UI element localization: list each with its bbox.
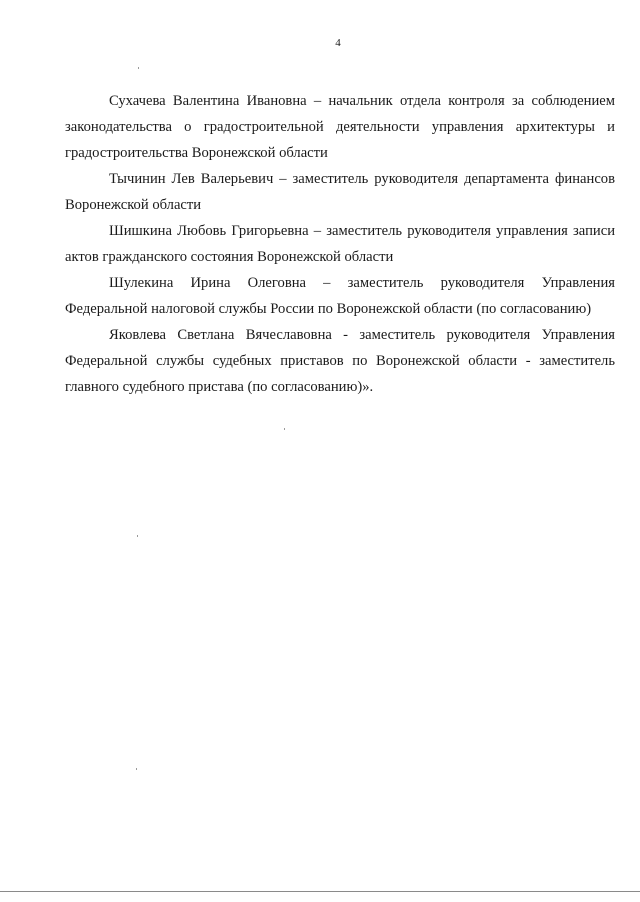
member-list <box>65 88 615 400</box>
scan-speck <box>136 768 137 770</box>
member-entry-yakovleva: Яковлева Светлана Вячеславовна - заместитель руководителя Управления Федеральной службы судебных приставов по Воронежской области - заместитель главного судебного пристава (по согласованию)». <box>65 327 615 395</box>
scan-speck <box>137 535 138 537</box>
member-entry-tychinin: Тычинин Лев Валерьевич – заместитель руководителя департамента финансов Воронежской области <box>65 171 615 213</box>
page-bottom-edge <box>0 891 640 892</box>
member-entry-shulekina: Шулекина Ирина Олеговна – заместитель руководителя Управления Федеральной налоговой службы России по Воронежской области (по согласованию) <box>65 275 615 317</box>
page-number: 4 <box>335 37 341 49</box>
member-entry-shishkina: Шишкина Любовь Григорьевна – заместитель руководителя управления записи актов гражданского состояния Воронежской области <box>65 223 615 265</box>
scan-speck <box>284 428 285 430</box>
member-entry-sukhacheva: Сухачева Валентина Ивановна – начальник отдела контроля за соблюдением законодательства о градостроительной деятельности управления архитектуры и градостроительства Воронежской области <box>65 93 615 161</box>
scan-speck <box>138 67 139 69</box>
